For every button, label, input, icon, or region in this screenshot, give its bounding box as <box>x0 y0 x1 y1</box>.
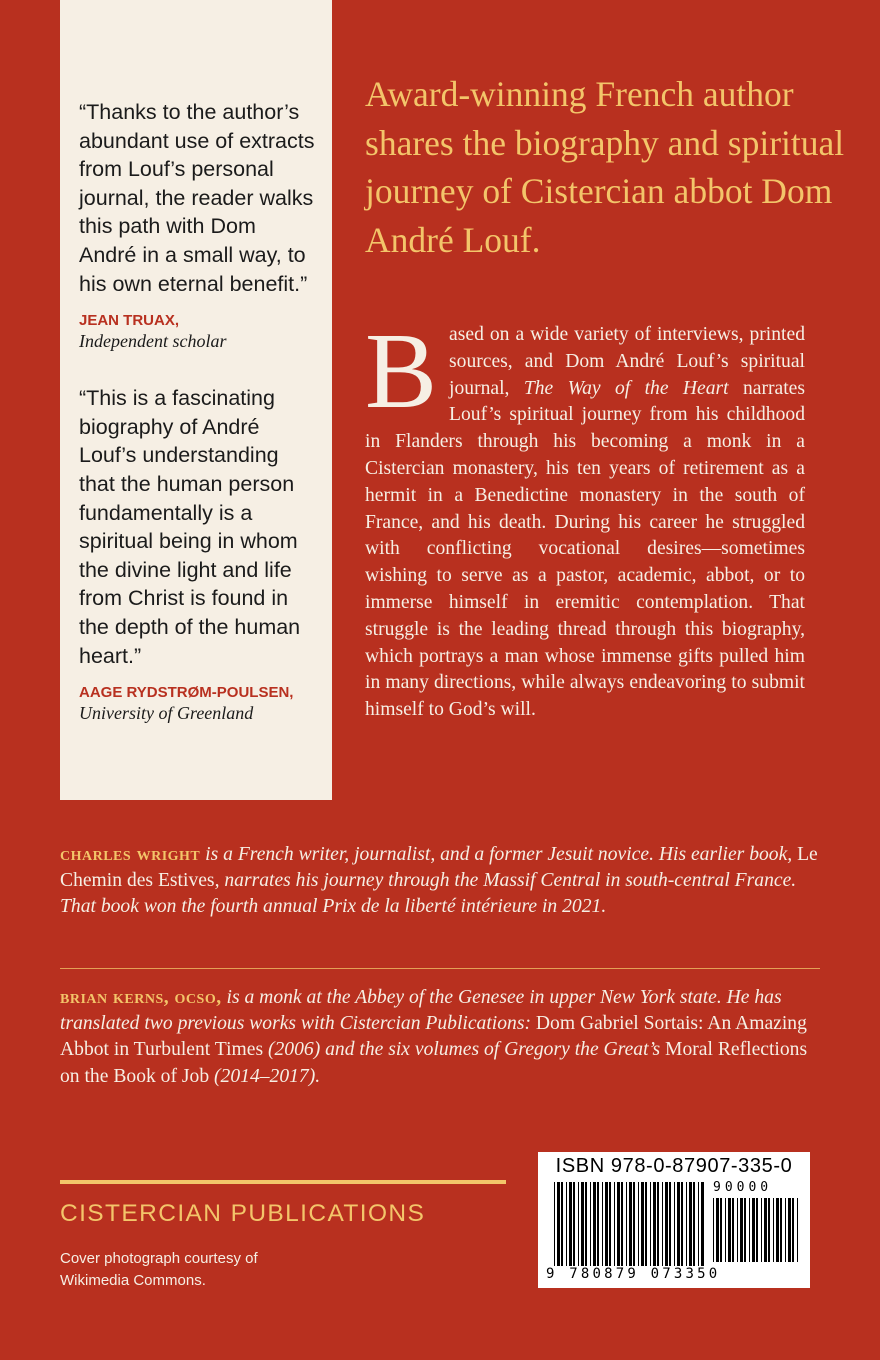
barcode-bar <box>749 1198 750 1262</box>
barcode-bar <box>662 1182 663 1272</box>
barcode-bar <box>686 1182 687 1272</box>
barcode-bar <box>585 1182 587 1272</box>
barcode-bar <box>797 1198 798 1262</box>
barcode-bar <box>756 1198 758 1262</box>
barcode-bar <box>744 1198 746 1262</box>
barcode-bar <box>732 1198 734 1262</box>
headline: Award-winning French author shares the biography and spiritual journey of Cistercian abbot Dom André Louf. <box>365 74 845 260</box>
barcode-bar <box>725 1198 726 1262</box>
barcode-bar <box>657 1182 659 1272</box>
barcode-bar <box>638 1182 639 1272</box>
bio-text: (2014–2017). <box>209 1065 321 1087</box>
barcode-bar <box>578 1182 579 1272</box>
divider <box>60 968 820 969</box>
barcode-bar <box>701 1182 704 1272</box>
endorser-name: JEAN TRUAX, <box>79 312 180 330</box>
barcode-bar <box>590 1182 591 1272</box>
barcode-bar <box>645 1182 647 1272</box>
book-title: The Way of the Heart <box>523 377 729 399</box>
barcode-bar <box>629 1182 632 1272</box>
barcode-bar <box>693 1182 695 1272</box>
barcode-bar <box>641 1182 644 1272</box>
barcode-bar <box>665 1182 668 1272</box>
barcode-bar <box>621 1182 623 1272</box>
barcode-bar <box>614 1182 615 1272</box>
barcode-bar <box>677 1182 680 1272</box>
barcode-bar <box>792 1198 794 1262</box>
description-part: narrates Louf’s spiritual journey from his childhood in Flanders through his becoming a monk in a Cistercian monastery, his ten years of retirement as a hermit in a Benedictine monastery in the south of France, and his death. During his career he struggled with conflicting vocational desires—sometimes wishing to serve as a pastor, academic, abbot, or to immerse himself in eremitic contemplation. That struggle is the leading thread through this biography, which portrays a man whose immense gifts pulled him in many directions, while always endeavoring to submit himself to God’s will. <box>365 377 806 721</box>
barcode-bar <box>626 1182 627 1272</box>
description-part: ased on a wide variety of interviews, printed sources, and Dom André Louf’s spiritual journal, <box>449 324 805 399</box>
barcode-bar <box>561 1182 563 1272</box>
barcode-bar <box>650 1182 651 1272</box>
barcode-bar <box>681 1182 683 1272</box>
barcode-bar <box>609 1182 611 1272</box>
isbn-label: ISBN 978-0-87907-335-0 <box>555 1155 793 1177</box>
barcode-bar <box>674 1182 675 1272</box>
endorsement <box>79 384 316 723</box>
bio-book-title: Moral Reflections on the Book of Job <box>60 1039 808 1087</box>
bio-book-title: Le Chemin des Estives <box>60 844 818 892</box>
drop-cap: B <box>365 312 438 431</box>
photo-credit: Cover photograph courtesy of Wikimedia Commons. <box>60 1250 258 1289</box>
price-code: 90000 <box>713 1180 773 1195</box>
bio-book-title: Dom Gabriel Sortais: An Amazing Abbot in Turbulent Times <box>60 1013 807 1061</box>
barcode-bar <box>566 1182 567 1272</box>
barcode-bar <box>780 1198 782 1262</box>
barcode-bar <box>669 1182 671 1272</box>
author-bio <box>60 842 820 921</box>
barcode-bar <box>716 1198 719 1262</box>
barcode-bar <box>653 1182 656 1272</box>
barcode-bar <box>764 1198 767 1262</box>
publisher-rule <box>60 1180 506 1184</box>
bio-text: (2006) and the six volumes of Gregory the Great’s <box>263 1039 666 1061</box>
endorsement-quote: “This is a fascinating biography of André Louf’s understanding that the human person fundamentally is a spiritual being in whom the divine light and life from Christ is found in the depth of the human heart.” <box>79 386 301 668</box>
barcode-bar <box>752 1198 755 1262</box>
barcode-bar <box>720 1198 722 1262</box>
endorser-affiliation: University of Greenland <box>79 703 254 724</box>
barcode-bar <box>788 1198 791 1262</box>
barcode-bar <box>633 1182 635 1272</box>
barcode-addon-bars <box>713 1198 801 1262</box>
endorsement-panel <box>60 0 332 800</box>
translator-name: brian kerns, ocso, <box>60 987 222 1008</box>
barcode-bar <box>605 1182 608 1272</box>
ean-digits: 9 780879 073350 <box>546 1266 721 1282</box>
barcode-bar <box>761 1198 762 1262</box>
barcode-bar <box>569 1182 572 1272</box>
barcode-bar <box>698 1182 699 1272</box>
barcode-bar <box>768 1198 770 1262</box>
endorsement <box>79 98 316 351</box>
translator-bio <box>60 985 820 1090</box>
isbn-barcode <box>538 1152 810 1288</box>
barcode-bar <box>602 1182 603 1272</box>
barcode-bar <box>573 1182 575 1272</box>
bio-text: , narrates his journey through the Massif Central in south-central France. That book won the fourth annual Prix de la liberté intérieure in 2021. <box>60 870 797 918</box>
publisher-name: CISTERCIAN PUBLICATIONS <box>60 1200 426 1227</box>
bio-text: is a monk at the Abbey of the Genesee in upper New York state. He has translated two previous works with Cistercian Publications: <box>60 987 782 1035</box>
endorser-affiliation: Independent scholar <box>79 331 227 352</box>
bio-text: is a French writer, journalist, and a former Jesuit novice. His earlier book, <box>200 844 798 865</box>
barcode-bar <box>593 1182 596 1272</box>
barcode-bar <box>597 1182 599 1272</box>
barcode-bar <box>776 1198 779 1262</box>
barcode-bar <box>728 1198 731 1262</box>
barcode-bar <box>713 1198 714 1262</box>
barcode-bar <box>581 1182 584 1272</box>
barcode-bar <box>785 1198 786 1262</box>
book-description <box>365 312 806 724</box>
barcode-bar <box>737 1198 738 1262</box>
barcode-bar <box>740 1198 743 1262</box>
barcode-bar <box>554 1182 555 1272</box>
endorsement-quote: “Thanks to the author’s abundant use of extracts from Louf’s personal journal, the reader walks this path with Dom André in a small way, to his own eternal benefit.” <box>79 100 315 296</box>
barcode-bars <box>554 1182 706 1272</box>
endorser-name: AAGE RYDSTRØM-POULSEN, <box>79 684 294 702</box>
barcode-bar <box>773 1198 774 1262</box>
barcode-bar <box>617 1182 620 1272</box>
barcode-bar <box>557 1182 560 1272</box>
barcode-bar <box>689 1182 692 1272</box>
author-name: charles wright <box>60 844 201 865</box>
